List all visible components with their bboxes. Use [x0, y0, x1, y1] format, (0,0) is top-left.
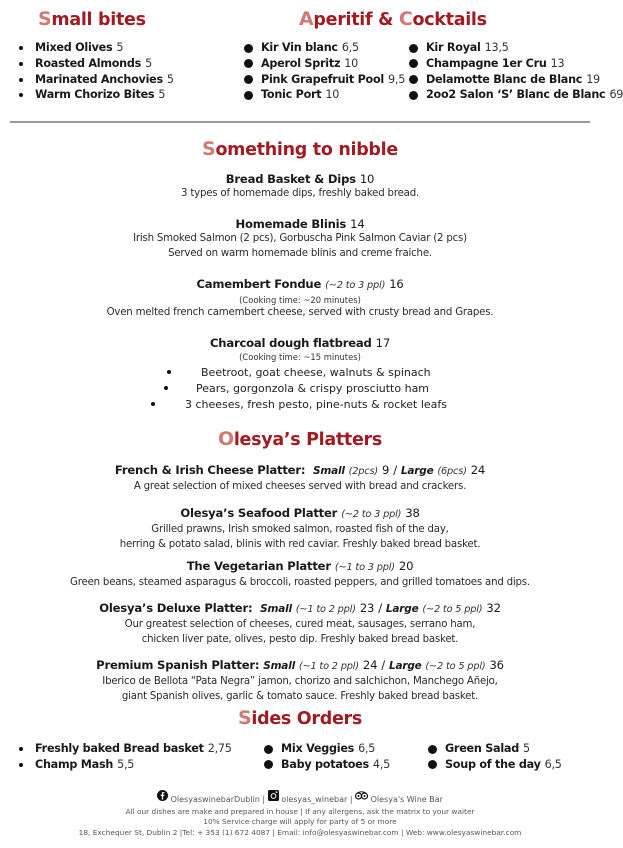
- bullet-icon: [264, 745, 273, 754]
- bullet-icon: [409, 59, 418, 68]
- item-price: 69: [609, 88, 623, 102]
- item-name: Champ Mash: [35, 757, 114, 771]
- item-price: 5,5: [117, 757, 135, 771]
- list-item: [409, 40, 623, 56]
- item-name: Green Salad: [445, 742, 519, 755]
- bullet-icon: [164, 386, 168, 390]
- item-name: Soup of the day: [445, 757, 541, 771]
- item-note: (~2 to 3 ppl): [325, 280, 386, 291]
- item-price: 20: [398, 559, 414, 573]
- item-price: 10: [325, 88, 340, 102]
- item-price: 6,5: [358, 742, 376, 755]
- item-price: 24: [470, 463, 486, 477]
- list-item: [0, 381, 600, 397]
- bullet-icon: [409, 91, 418, 100]
- item-price: 10: [344, 56, 358, 70]
- menu-item-vegetarian-platter: [0, 558, 600, 591]
- item-title: [0, 216, 600, 232]
- heading-initial: O: [218, 428, 234, 450]
- size-small-label: Small: [312, 465, 345, 477]
- list-item: [0, 365, 600, 381]
- item-name: Camembert Fondue: [196, 277, 322, 291]
- item-name: Delamotte Blanc de Blanc: [426, 72, 583, 86]
- item-description: Green beans, steamed asparagus & broccoli, roasted peppers, and grilled tomatoes and dips.: [70, 577, 530, 588]
- item-name: French & Irish Cheese Platter:: [114, 463, 306, 477]
- list-item: [244, 40, 405, 56]
- heading-text: ocktails: [412, 10, 487, 30]
- item-name: Pink Grapefruit Pool: [261, 72, 385, 86]
- heading-initial: A: [299, 8, 314, 30]
- list-item: [244, 87, 405, 103]
- list-item: [264, 757, 390, 773]
- contact-info: 18, Exchequer St, Dublin 2 |Tel: + 353 (1) 672 4087 | Email: info@olesyaswinebar.com | Web: www.olesyaswinebar.com: [78, 827, 522, 837]
- item-price: 9: [382, 463, 390, 477]
- item-price: 9,5: [388, 72, 406, 86]
- option-text: Beetroot, goat cheese, walnuts & spinach: [201, 366, 431, 379]
- item-description: A great selection of mixed cheeses served with bread and crackers.: [133, 481, 467, 492]
- item-name: The Vegetarian Platter: [186, 559, 331, 573]
- item-name: Aperol Spritz: [261, 56, 341, 70]
- item-price: 23: [359, 601, 375, 615]
- menu-item-spanish-platter: [0, 657, 600, 705]
- item-name: Champagne 1er Cru: [426, 56, 547, 70]
- menu-item-cheese-platter: [0, 462, 600, 495]
- flatbread-options: [0, 365, 600, 413]
- item-name: Baby potatoes: [281, 757, 369, 771]
- item-price: 5: [158, 88, 166, 102]
- item-note: (~1 to 2 ppl): [295, 604, 356, 615]
- size-separator: /: [378, 601, 382, 615]
- item-description: Iberico de Bellota “Pata Negra” jamon, chorizo and salchichon, Manchego Añejo,: [102, 676, 498, 687]
- bullet-icon: [19, 747, 23, 751]
- item-note: (~1 to 2 ppl): [298, 661, 359, 672]
- item-price: 6,5: [341, 41, 359, 54]
- item-price: 17: [375, 336, 391, 350]
- menu-item-seafood-platter: [0, 505, 600, 553]
- social-links: [0, 792, 600, 807]
- item-description: herring & potato salad, blinis with red caviar. Freshly baked bread basket.: [119, 538, 481, 550]
- item-price: 13,5: [484, 41, 509, 54]
- item-name: Olesya’s Seafood Platter: [180, 506, 338, 520]
- list-item: [0, 397, 600, 413]
- instagram-link[interactable]: olesyas_winebar: [281, 794, 348, 804]
- sides-list-col2: [264, 741, 390, 773]
- size-separator: /: [393, 463, 397, 477]
- item-price: 5: [522, 742, 530, 755]
- item-name: Olesya’s Deluxe Platter:: [99, 601, 253, 615]
- item-note: (~2 to 5 ppl): [425, 661, 486, 672]
- item-title: [0, 171, 600, 187]
- item-price: 5: [166, 72, 174, 86]
- item-note: (6pcs): [437, 466, 467, 477]
- aperitif-heading: [299, 8, 487, 30]
- bullet-icon: [264, 760, 273, 769]
- heading-text: ides Orders: [251, 709, 362, 729]
- list-item: [409, 56, 623, 72]
- item-note: (~2 to 3 ppl): [341, 509, 402, 520]
- item-price: 16: [389, 277, 404, 291]
- item-name: Mixed Olives: [35, 41, 113, 54]
- item-name: Freshly baked Bread basket: [35, 742, 204, 755]
- item-description: Served on warm homemade blinis and creme fraiche.: [168, 247, 432, 259]
- item-price: 13: [550, 56, 565, 70]
- option-text: Pears, gorgonzola & crispy prosciutto ham: [196, 382, 430, 395]
- item-title: [0, 462, 600, 480]
- bullet-icon: [19, 62, 23, 66]
- sides-heading: [238, 709, 362, 729]
- nibble-heading-wrap: [0, 138, 600, 160]
- size-large-label: Large: [385, 603, 419, 615]
- heading-text: mall bites: [51, 10, 146, 30]
- allergen-note: All our dishes are make and prepared in house | If any allergens, ask the matrix to your waiter: [125, 806, 475, 816]
- item-price: 38: [405, 506, 420, 520]
- bullet-icon: [244, 91, 253, 100]
- small-bites-heading: [38, 8, 146, 30]
- item-price: 19: [586, 72, 600, 86]
- item-price: 14: [350, 217, 365, 231]
- tripadvisor-icon: [355, 791, 368, 804]
- service-charge-note: 10% Service charge will apply for party of 5 or more: [203, 817, 397, 827]
- bullet-icon: [244, 44, 253, 53]
- item-name: Homemade Blinis: [235, 217, 347, 231]
- bullet-icon: [19, 93, 23, 97]
- item-name: Premium Spanish Platter:: [96, 658, 260, 672]
- footer: [0, 792, 600, 838]
- item-note: (2pcs): [348, 466, 379, 477]
- item-price: 10: [359, 172, 375, 186]
- item-price: 4,5: [372, 757, 390, 771]
- item-price: 5: [145, 56, 152, 70]
- item-price: 2,75: [207, 742, 232, 755]
- item-name: Tonic Port: [261, 88, 322, 102]
- list-item: [428, 757, 562, 773]
- item-title: [0, 276, 600, 294]
- heading-initial: S: [238, 707, 252, 729]
- item-note: (~2 to 5 ppl): [422, 604, 483, 615]
- platters-heading-wrap: [0, 428, 600, 450]
- nibble-heading: [202, 140, 398, 160]
- list-item: [18, 72, 174, 88]
- section-divider: [10, 121, 590, 123]
- divider: |: [262, 794, 266, 804]
- size-large-label: Large: [388, 660, 422, 672]
- size-small-label: Small: [260, 603, 292, 615]
- list-item: [409, 72, 623, 88]
- heading-text: omething to nibble: [215, 140, 398, 160]
- item-name: Bread Basket & Dips: [225, 172, 356, 186]
- item-description: Our greatest selection of cheeses, cured meat, sausages, serrano ham,: [124, 619, 476, 630]
- item-price: 36: [489, 658, 504, 672]
- item-name: 2oo2 Salon ‘S’ Blanc de Blanc: [426, 88, 606, 102]
- bullet-icon: [409, 75, 418, 84]
- item-name: Kir Vin blanc: [261, 41, 338, 54]
- list-item: [18, 40, 174, 56]
- small-bites-list: [18, 40, 174, 103]
- item-description: Irish Smoked Salmon (2 pcs), Gorbuscha Pink Salmon Caviar (2 pcs): [133, 233, 467, 244]
- item-price: 32: [486, 601, 501, 615]
- heading-initial: S: [38, 8, 52, 30]
- sides-heading-wrap: [0, 707, 600, 729]
- item-name: Roasted Almonds: [35, 56, 142, 70]
- list-item: [409, 87, 623, 103]
- item-title: [0, 558, 600, 576]
- item-name: Warm Chorizo Bites: [35, 88, 155, 102]
- bullet-icon: [151, 402, 155, 406]
- cooking-time: (Cooking time: ~15 minutes): [239, 352, 361, 362]
- list-item: [244, 72, 405, 88]
- bullet-icon: [409, 44, 418, 53]
- facebook-icon: [157, 790, 168, 805]
- bullet-icon: [244, 59, 253, 68]
- item-price: 5: [116, 41, 124, 54]
- list-item: [428, 741, 562, 757]
- item-name: Kir Royal: [426, 41, 481, 54]
- list-item: [18, 757, 232, 773]
- menu-item-camembert: [0, 276, 600, 321]
- heading-initial: S: [202, 138, 216, 160]
- heading-initial: C: [398, 8, 413, 30]
- heading-text: peritif &: [313, 10, 399, 30]
- list-item: [18, 741, 232, 757]
- bullet-icon: [428, 760, 437, 769]
- aperitif-list-col2: [409, 40, 623, 103]
- menu-item-deluxe-platter: [0, 600, 600, 648]
- item-description: Oven melted french camembert cheese, served with crusty bread and Grapes.: [106, 307, 494, 318]
- item-description: giant Spanish olives, garlic & tomato sauce. Freshly baked bread basket.: [121, 690, 479, 702]
- menu-item-blinis: [0, 216, 600, 262]
- list-item: [18, 87, 174, 103]
- size-separator: /: [381, 658, 385, 672]
- item-title: [0, 505, 600, 523]
- facebook-link[interactable]: OlesyaswinebarDublin: [170, 794, 260, 804]
- bullet-icon: [428, 745, 437, 754]
- bullet-icon: [19, 46, 23, 50]
- aperitif-list-col1: [244, 40, 405, 103]
- item-price: 24: [362, 658, 378, 672]
- list-item: [244, 56, 405, 72]
- bullet-icon: [19, 763, 23, 767]
- item-description: 3 types of homemade dips, freshly baked bread.: [181, 188, 419, 199]
- item-name: Mix Veggies: [281, 742, 355, 755]
- item-name: Charcoal dough flatbread: [209, 336, 372, 350]
- heading-text: lesya’s Platters: [233, 430, 382, 450]
- menu-item-flatbread: [0, 335, 600, 363]
- sides-list-col1: [18, 741, 232, 773]
- item-title: [0, 657, 600, 675]
- sides-list-col3: [428, 741, 562, 773]
- bullet-icon: [19, 78, 23, 82]
- bullet-icon: [167, 370, 171, 374]
- bullet-icon: [244, 75, 253, 84]
- item-name: Marinated Anchovies: [35, 72, 163, 86]
- instagram-icon: [268, 790, 279, 805]
- tripadvisor-link[interactable]: Olesya's Wine Bar: [370, 794, 443, 804]
- item-description: chicken liver pate, olives, pesto dip. Freshly baked bread basket.: [141, 633, 459, 645]
- size-large-label: Large: [400, 465, 434, 477]
- divider: |: [349, 794, 353, 804]
- item-title: [0, 335, 600, 351]
- item-price: 6,5: [544, 757, 562, 771]
- option-text: 3 cheeses, fresh pesto, pine-nuts & rocket leafs: [185, 398, 447, 411]
- cooking-time: (Cooking time: ~20 minutes): [239, 295, 361, 305]
- list-item: [264, 741, 390, 757]
- platters-heading: [218, 430, 382, 450]
- item-title: [0, 600, 600, 618]
- menu-item-bread-basket: [0, 171, 600, 202]
- size-small-label: Small: [263, 660, 295, 672]
- item-description: Grilled prawns, Irish smoked salmon, roasted fish of the day,: [151, 524, 449, 535]
- item-note: (~1 to 3 ppl): [334, 562, 395, 573]
- list-item: [18, 56, 174, 72]
